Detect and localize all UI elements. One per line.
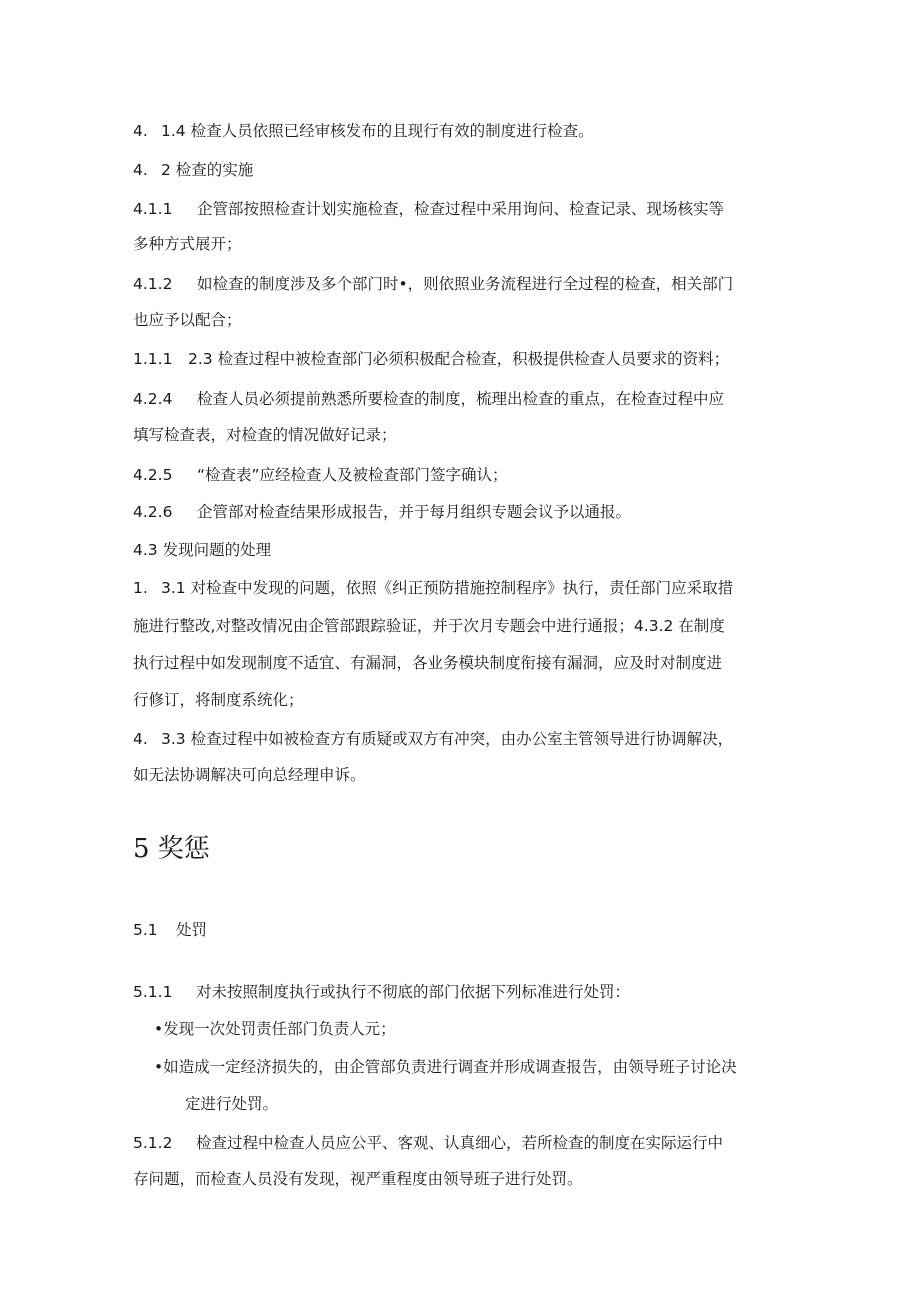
- line-text: 企管部按照检查计划实施检查，检查过程中采用询问、检查记录、现场核实等: [197, 200, 725, 218]
- text-line: [133, 616, 725, 636]
- line-text: 如检查的制度涉及多个部门时•，则依照业务流程进行全过程的检查，相关部门: [197, 275, 734, 293]
- text-line: [133, 1133, 723, 1153]
- line-text: “检查表”应经检查人及被检查部门签字确认；: [197, 466, 508, 484]
- line-text: 如无法协调解决可向总经理申诉。: [133, 766, 366, 784]
- text-line: [133, 729, 733, 749]
- line-text: 定进行处罚。: [185, 1095, 279, 1113]
- line-text: 2 检查的实施: [161, 161, 254, 179]
- line-text: 检查过程中检查人员应公平、客观、认真细心，若所检查的制度在实际运行中: [196, 1134, 724, 1152]
- line-text: 4.3 发现问题的处理: [133, 541, 272, 559]
- line-text: 3.1 对检查中发现的问题，依照《纠正预防措施控制程序》执行，责任部门应采取措: [161, 579, 734, 597]
- line-text: 企管部对检查结果形成报告，并于每月组织专题会议予以通报。: [197, 503, 632, 521]
- text-line: [133, 578, 733, 598]
- text-line: [133, 653, 722, 673]
- text-line: [133, 765, 366, 785]
- text-line: [133, 502, 631, 522]
- bullet-item: [154, 1019, 396, 1039]
- text-line: [133, 425, 397, 445]
- line-number: 4.: [133, 161, 148, 179]
- text-line: [185, 1094, 278, 1114]
- text-line: [133, 982, 630, 1002]
- line-text: 多种方式展开；: [133, 235, 242, 253]
- line-number: 5.1.1: [133, 983, 173, 1001]
- line-number: 4.2.4: [133, 390, 173, 408]
- bullet-item: [154, 1057, 737, 1077]
- line-number: 1.: [133, 579, 148, 597]
- line-number: 4.1.1: [133, 200, 173, 218]
- text-line: [133, 310, 242, 330]
- text-line: [133, 121, 594, 141]
- text-line: [133, 234, 242, 254]
- line-number: 5.1.2: [133, 1134, 173, 1152]
- line-text: 存问题，而检查人员没有发现，视严重程度由领导班子进行处罚。: [133, 1170, 583, 1188]
- line-number: 4.: [133, 122, 148, 140]
- line-text: 2.3 检查过程中被检查部门必须积极配合检查，积极提供检查人员要求的资料；: [188, 350, 730, 368]
- text-line: [133, 389, 724, 409]
- line-text: 施进行整改,对整改情况由企管部跟踪验证，并于次月专题会中进行通报；4.3.2 在制度: [133, 617, 725, 635]
- subsection-title: [133, 920, 207, 940]
- line-text: 处罚: [176, 921, 208, 939]
- section-heading: 5 奖惩: [133, 834, 210, 864]
- line-text: •发现一次处罚责任部门负责人元；: [154, 1020, 396, 1038]
- text-line: [133, 349, 729, 369]
- line-text: 也应予以配合；: [133, 311, 242, 329]
- text-line: [133, 274, 733, 294]
- line-text: 执行过程中如发现制度不适宜、有漏洞，各业务模块制度衔接有漏洞，应及时对制度进: [133, 654, 723, 672]
- line-text: 行修订，将制度系统化；: [133, 691, 304, 709]
- line-text: 3.3 检查过程中如被检查方有质疑或双方有冲突，由办公室主管领导进行协调解决，: [161, 730, 734, 748]
- line-text: 检查人员必须提前熟悉所要检查的制度，梳理出检查的重点，在检查过程中应: [197, 390, 725, 408]
- line-number: 1.1.1: [133, 350, 173, 368]
- line-text: •如造成一定经济损失的，由企管部负责进行调查并形成调查报告，由领导班子讨论决: [154, 1058, 737, 1076]
- line-number: 4.2.5: [133, 466, 173, 484]
- line-number: 4.1.2: [133, 275, 173, 293]
- line-text: 对未按照制度执行或执行不彻底的部门依据下列标准进行处罚：: [196, 983, 631, 1001]
- text-line: [133, 690, 304, 710]
- text-line: [133, 160, 253, 180]
- line-number: 4.: [133, 730, 148, 748]
- line-text: 填写检查表，对检查的情况做好记录；: [133, 426, 397, 444]
- text-line: [133, 1169, 583, 1189]
- line-number: 4.2.6: [133, 503, 173, 521]
- text-line: [133, 199, 724, 219]
- line-text: 1.4 检查人员依照已经审核发布的且现行有效的制度进行检查。: [161, 122, 594, 140]
- line-number: 5.1: [133, 921, 158, 939]
- text-line: [133, 465, 508, 485]
- text-line: [133, 540, 271, 560]
